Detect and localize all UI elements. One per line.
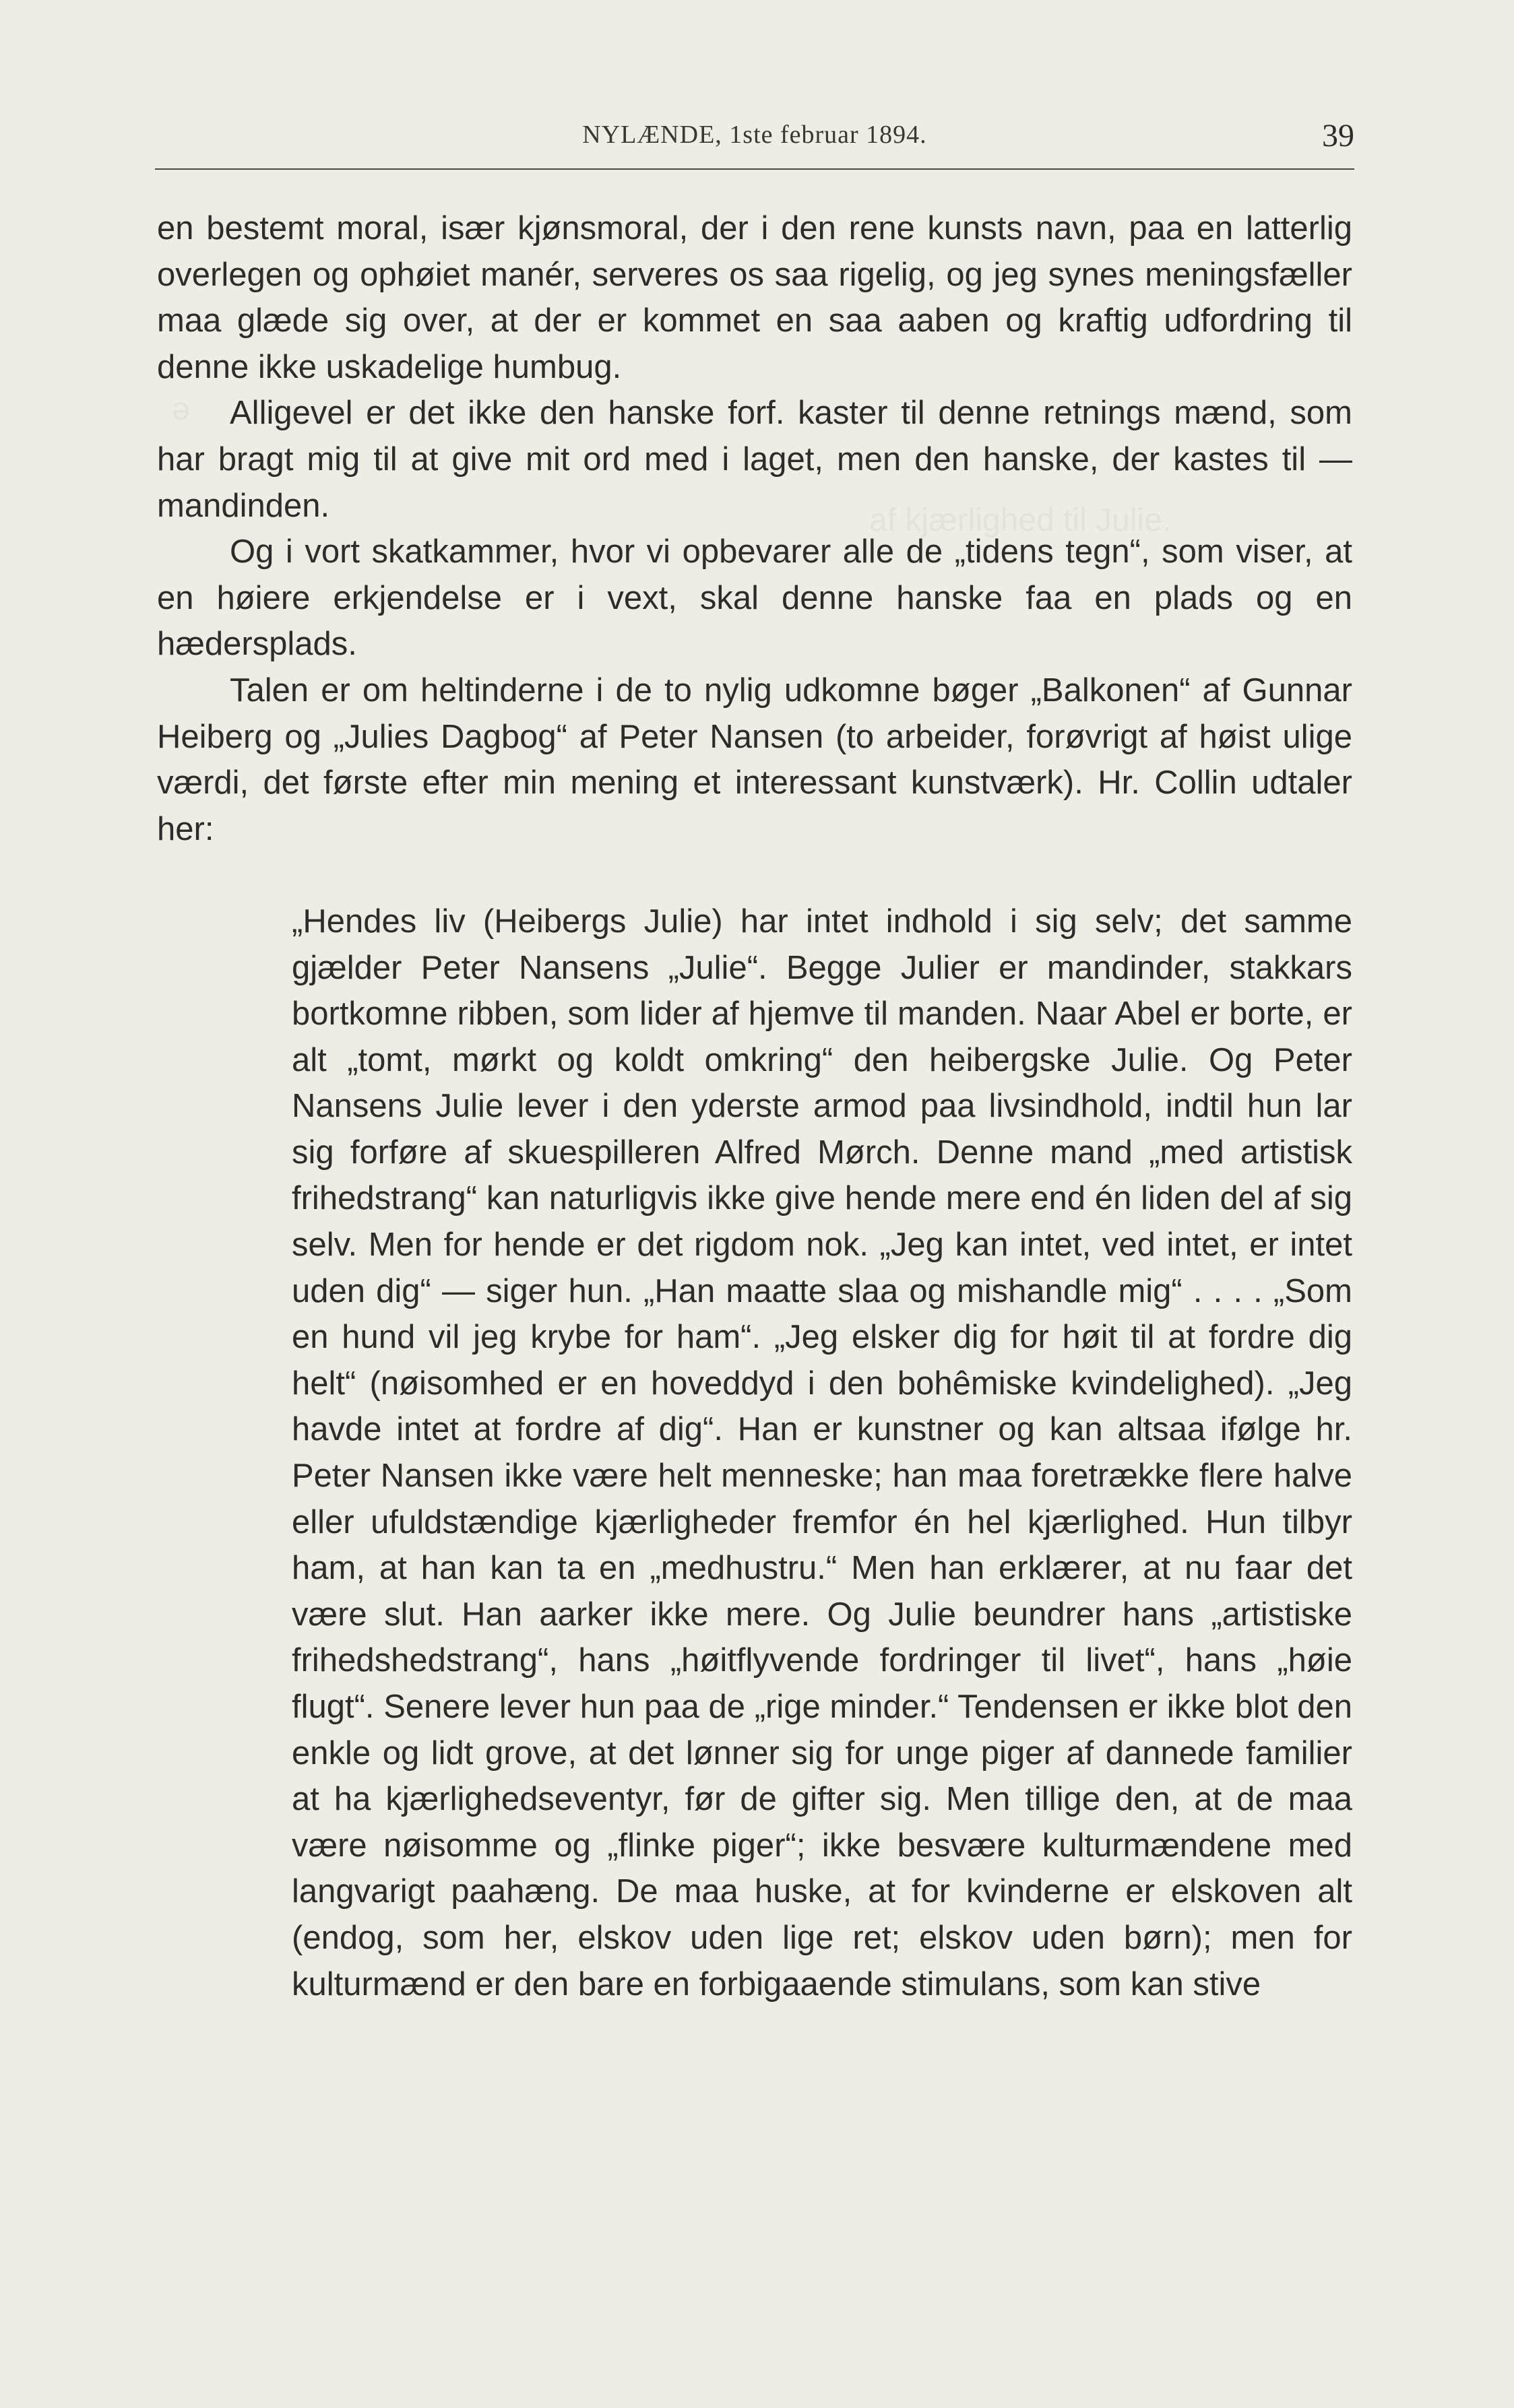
block-quote: „Hendes liv (Heibergs Julie) har intet indhold i sig selv; det samme gjælder Peter Nansens „Julie“. Begge Julier er mandinder, stakkars bortkomne ribben, som lider af hjemve til manden. Naar Abel er borte, er alt „tomt, mørkt og koldt omkring“ den heibergske Julie. Og Peter Nansens Julie lever i den yderste armod paa livsindhold, indtil hun lar sig forføre af skuespilleren Alfred Mørch. Denne mand „med artistisk frihedstrang“ kan naturligvis ikke give hende mere end én liden del af sig selv. Men for hende er det rigdom nok. „Jeg kan intet, ved intet, er intet uden dig“ — siger hun. „Han maatte slaa og mishandle mig“ . . . . „Som en hund vil jeg krybe for ham“. „Jeg elsker dig for høit til at fordre dig helt“ (nøisomhed er en hoveddyd i den bohêmiske kvindelighed). „Jeg havde intet at fordre af dig“. Han er kunstner og kan altsaa ifølge hr. Peter Nansen ikke være helt menneske; han maa foretrække flere halve eller ufuldstændige kjærligheder fremfor én hel kjærlighed. Hun tilbyr ham, at han kan ta en „medhustru.“ Men han erklærer, at nu faar det være slut. Han aarker ikke mere. Og Julie beundrer hans „artistiske frihedshedstrang“, hans „høitflyvende fordringer til livet“, hans „høie flugt“. Senere lever hun paa de „rige minder.“ Tendensen er ikke blot den enkle og lidt grove, at det lønner sig for unge piger af dannede familier at ha kjærlighedseventyr, før de gifter sig. Men tillige den, at de maa være nøisomme og „flinke piger“; ikke besvære kulturmændene med langvarigt paahæng. De maa huske, at for kvinderne er elskoven alt (endog, som her, elskov uden lige ret; elskov uden børn); men for kulturmænd er den bare en forbigaaende stimulans, som kan stive bbox=[292, 903, 1352, 2003]
page-number: 39 bbox=[1322, 118, 1354, 154]
paragraph: Og i vort skatkammer, hvor vi opbevarer alle de „tidens tegn“, som viser, at en høiere erkjendelse er i vext, skal denne hanske faa en plads og en hædersplads. bbox=[157, 533, 1352, 663]
paragraph: en bestemt moral, især kjønsmoral, der i den rene kunsts navn, paa en latterlig overlegen og ophøiet manér, serveres os saa rigelig, og jeg synes meningsfæller maa glæde sig over, at der er kommet en saa aaben og kraftig udfordring til denne ikke uskadelige humbug. bbox=[157, 210, 1352, 385]
page-header bbox=[155, 115, 1354, 170]
show-through-text: ə bbox=[172, 391, 190, 427]
show-through-text: af kjærlighed til Julie. bbox=[869, 502, 1172, 538]
spacer bbox=[157, 852, 1352, 899]
paragraph: Alligevel er det ikke den hanske forf. kaster til denne retnings mænd, som har bragt mig til at give mit ord med i laget, men den hanske, der kastes til — mandinden. bbox=[157, 395, 1352, 524]
running-head: NYLÆNDE, 1ste februar 1894. bbox=[582, 121, 927, 149]
body-text bbox=[157, 205, 1352, 2007]
paragraph: Talen er om heltinderne i de to nylig udkomne bøger „Balkonen“ af Gunnar Heiberg og „Julies Dagbog“ af Peter Nansen (to arbeider, forøvrigt af høist ulige værdi, det første efter min mening et interessant kunstværk). Hr. Collin udtaler her: bbox=[157, 672, 1352, 847]
